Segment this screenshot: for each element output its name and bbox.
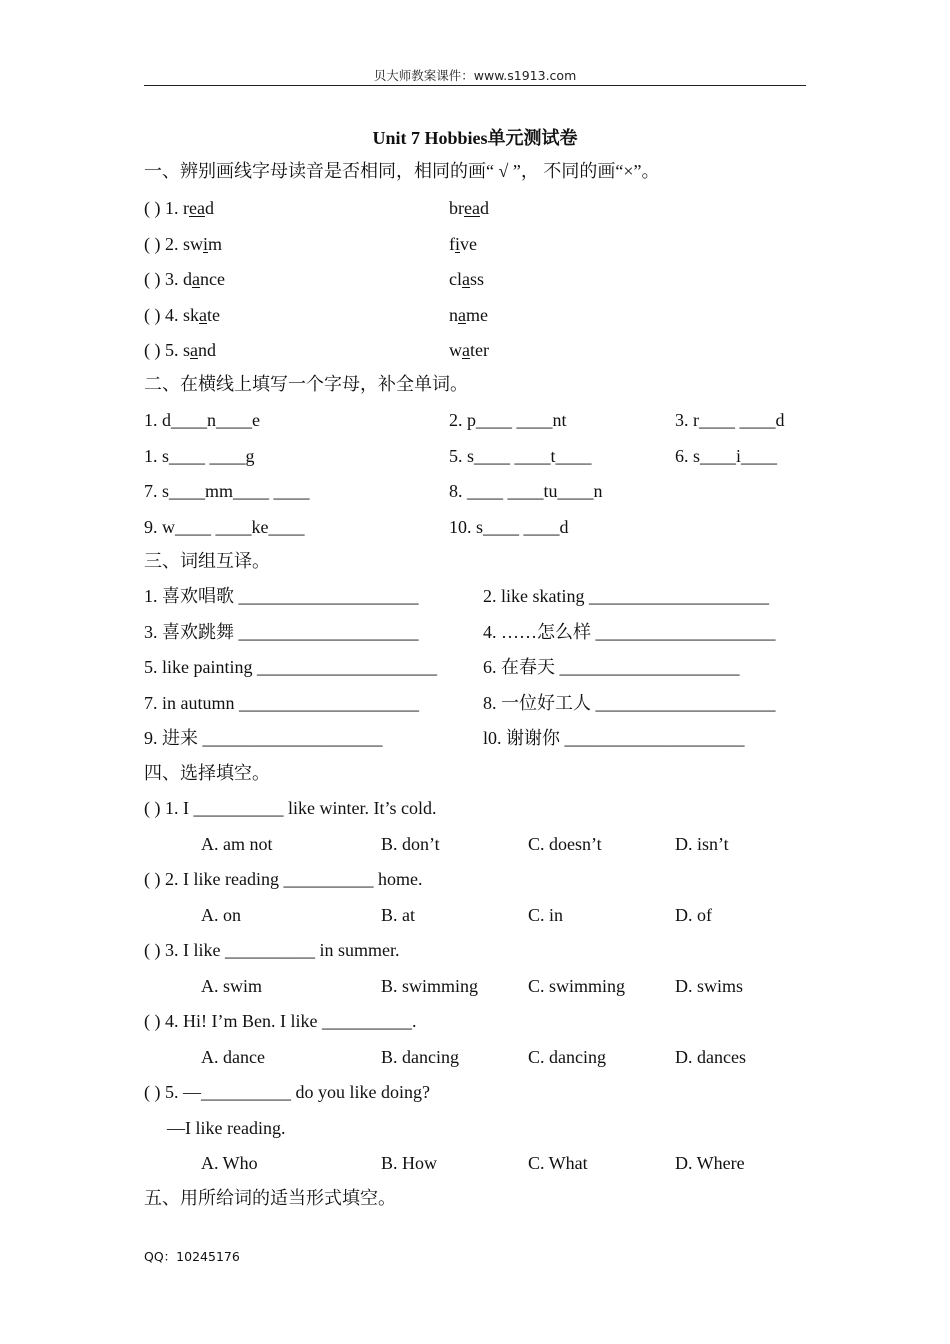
underlined-letters: a: [462, 340, 470, 360]
word-part: ( ) 2. sw: [144, 233, 203, 254]
fill-word-item: 7. s____mm____ ____: [144, 481, 310, 501]
word-part: nd: [198, 340, 216, 360]
pair-left-word: [144, 267, 225, 291]
fill-word-item: 8. ____ ____tu____n: [449, 481, 603, 501]
fill-word-item: 6. s____i____: [675, 445, 778, 466]
word-part: f: [449, 233, 455, 254]
word-part: nce: [200, 269, 225, 289]
word-part: te: [207, 304, 220, 325]
pair-left-word: [144, 232, 222, 256]
section1-heading: 一、辨别画线字母读音是否相同，相同的画“ √ ”， 不同的画“×”。: [144, 161, 660, 181]
word-part: n: [449, 304, 458, 325]
question-answer-line: —I like reading.: [167, 1117, 286, 1138]
translation-item: 3. 喜欢跳舞 ____________________: [144, 621, 419, 642]
answer-option: C. doesn’t: [528, 833, 602, 854]
translation-item: 5. like painting ____________________: [144, 657, 437, 677]
page-footer: QQ：10245176: [144, 1249, 240, 1264]
pair-right-word: [449, 303, 488, 327]
pair-left-word: [144, 303, 220, 327]
pair-right-word: [449, 232, 477, 256]
underlined-letters: a: [192, 269, 200, 289]
word-part: m: [208, 233, 223, 254]
answer-option: A. dance: [201, 1046, 265, 1067]
word-part: ( ) 1. r: [144, 198, 189, 218]
word-part: br: [449, 198, 464, 218]
pair-left-word: [144, 338, 216, 362]
answer-option: A. on: [201, 904, 241, 925]
translation-item: 8. 一位好工人 ____________________: [483, 692, 776, 713]
word-part: me: [466, 304, 488, 325]
translation-item: 1. 喜欢唱歌 ____________________: [144, 586, 419, 606]
question-stem: ( ) 5. —__________ do you like doing?: [144, 1082, 430, 1102]
word-part: ter: [470, 340, 489, 360]
answer-option: B. swimming: [381, 975, 479, 996]
section5-heading: 五、用所给词的适当形式填空。: [144, 1188, 396, 1208]
fill-word-item: 10. s____ ____d: [449, 516, 569, 537]
word-part: w: [449, 340, 462, 360]
translation-item: 6. 在春天 ____________________: [483, 657, 740, 677]
answer-option: B. at: [381, 904, 415, 925]
answer-option: C. in: [528, 904, 564, 925]
fill-word-item: 3. r____ ____d: [675, 410, 785, 430]
fill-word-item: 5. s____ ____t____: [449, 445, 592, 466]
page-header: 贝大师教案课件：www.s1913.com: [373, 68, 577, 83]
answer-option: B. How: [381, 1153, 438, 1173]
pair-right-word: [449, 196, 489, 220]
word-part: d: [479, 198, 489, 218]
pair-right-word: [449, 338, 489, 362]
page-title: Unit 7 Hobbies单元测试卷: [372, 128, 578, 148]
word-part: d: [204, 198, 214, 218]
translation-item: 2. like skating ____________________: [483, 586, 769, 606]
pair-right-word: [449, 267, 484, 291]
word-part: cl: [449, 269, 462, 289]
section2-heading: 二、在横线上填写一个字母，补全单词。: [144, 374, 468, 394]
answer-option: A. am not: [201, 833, 273, 854]
underlined-letters: i: [203, 233, 209, 254]
fill-word-item: 1. d____n____e: [144, 410, 260, 430]
underlined-letters: ea: [188, 198, 205, 218]
fill-word-item: 2. p____ ____nt: [449, 410, 567, 430]
answer-option: D. Where: [675, 1153, 745, 1173]
word-part: ve: [460, 233, 478, 254]
fill-word-item: 9. w____ ____ke____: [144, 516, 305, 537]
answer-option: B. dancing: [381, 1046, 459, 1067]
question-stem: ( ) 4. Hi! I’m Ben. I like __________.: [144, 1011, 417, 1031]
underlined-letters: a: [190, 340, 198, 360]
answer-option: B. don’t: [381, 833, 440, 854]
word-part: ss: [470, 269, 485, 289]
answer-option: C. swimming: [528, 975, 626, 996]
answer-option: C. dancing: [528, 1046, 606, 1067]
underlined-letters: a: [458, 304, 466, 325]
question-stem: ( ) 1. I __________ like winter. It’s cold.: [144, 798, 437, 818]
header-divider: [144, 85, 806, 86]
underlined-letters: i: [455, 233, 461, 254]
answer-option: D. isn’t: [675, 833, 729, 854]
translation-item: l0. 谢谢你 ____________________: [483, 728, 745, 748]
answer-option: D. of: [675, 904, 712, 925]
translation-item: 7. in autumn ____________________: [144, 692, 419, 713]
question-stem: ( ) 3. I like __________ in summer.: [144, 940, 400, 960]
section3-heading: 三、词组互译。: [144, 551, 270, 571]
word-part: ( ) 4. sk: [144, 304, 199, 325]
word-part: ( ) 5. s: [144, 340, 190, 360]
answer-option: C. What: [528, 1153, 588, 1173]
underlined-letters: ea: [464, 198, 480, 218]
answer-option: A. swim: [201, 975, 263, 996]
section4-heading: 四、选择填空。: [144, 763, 270, 783]
answer-option: A. Who: [201, 1153, 258, 1173]
word-part: ( ) 3. d: [144, 269, 192, 289]
translation-item: 9. 进来 ____________________: [144, 728, 383, 748]
underlined-letters: a: [462, 269, 470, 289]
answer-option: D. dances: [675, 1046, 746, 1067]
answer-option: D. swims: [675, 975, 744, 996]
underlined-letters: a: [199, 304, 207, 325]
fill-word-item: 1. s____ ____g: [144, 445, 255, 466]
question-stem: ( ) 2. I like reading __________ home.: [144, 869, 423, 889]
pair-left-word: [144, 196, 214, 220]
translation-item: 4. ……怎么样 ____________________: [483, 621, 776, 642]
